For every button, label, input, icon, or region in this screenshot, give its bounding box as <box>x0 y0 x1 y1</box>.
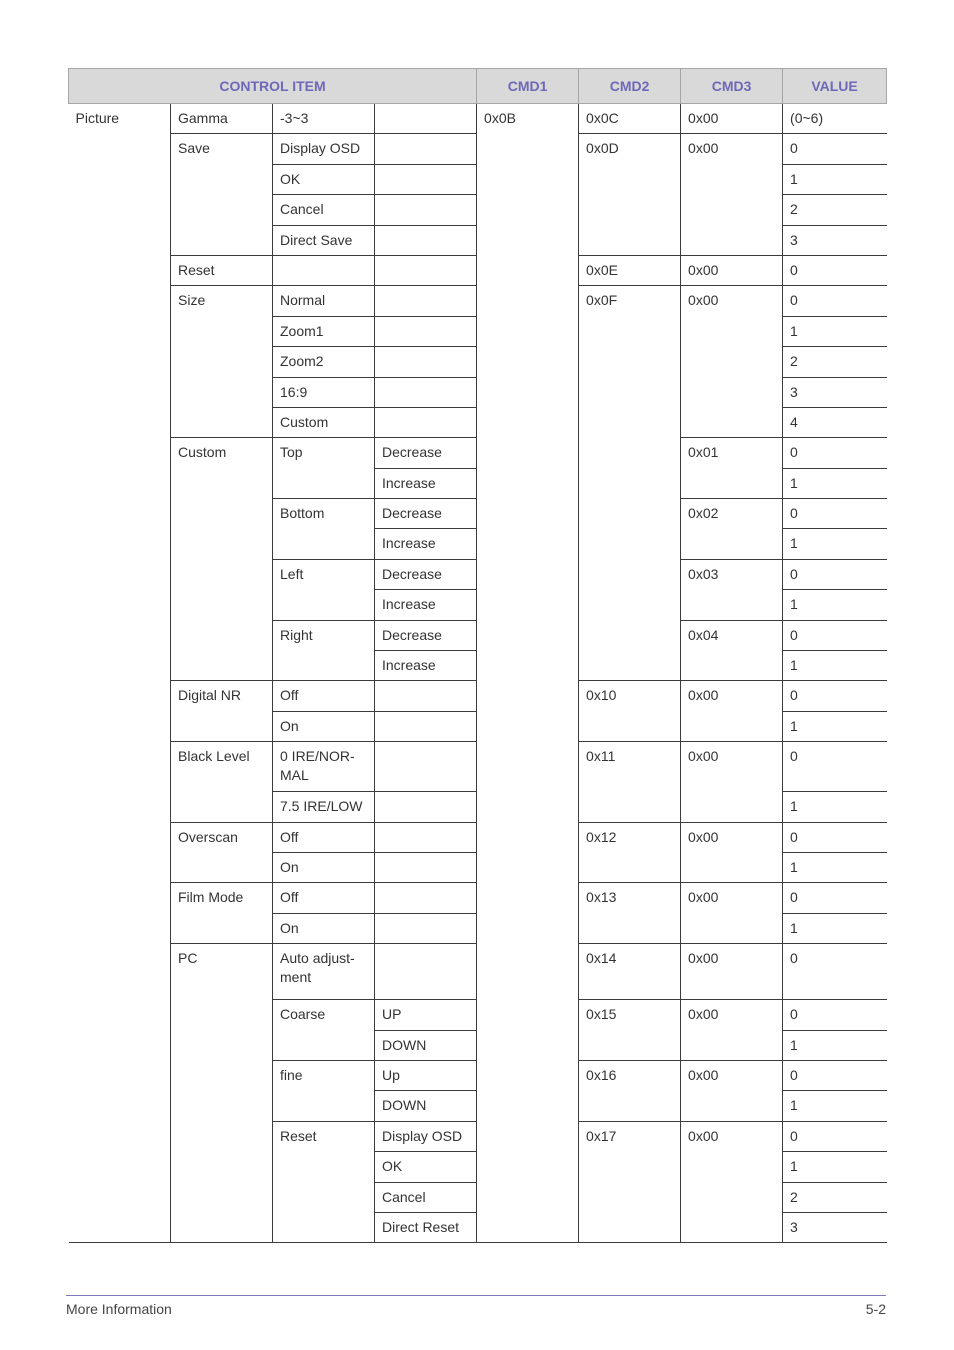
reset-value: 0 <box>783 255 887 285</box>
custom-value: 0 <box>783 559 887 589</box>
digital-nr-cmd2: 0x10 <box>579 681 681 742</box>
overscan-option: On <box>273 852 375 882</box>
size-option: 16:9 <box>273 377 375 407</box>
item-film-mode: Film Mode <box>171 883 273 944</box>
save-option: OK <box>273 164 375 194</box>
pc-reset-option: Direct Reset <box>375 1212 477 1242</box>
empty-cell <box>375 286 477 316</box>
save-cmd2: 0x0D <box>579 134 681 256</box>
custom-option: Increase <box>375 468 477 498</box>
overscan-value: 0 <box>783 822 887 852</box>
pc-reset-value: 2 <box>783 1182 887 1212</box>
item-save: Save <box>171 134 273 256</box>
empty-cell <box>375 134 477 164</box>
item-gamma: Gamma <box>171 104 273 134</box>
item-reset: Reset <box>171 255 273 285</box>
film-mode-cmd2: 0x13 <box>579 883 681 944</box>
pc-coarse-cmd2: 0x15 <box>579 1000 681 1061</box>
footer-page-number: 5-2 <box>865 1301 886 1317</box>
item-digital-nr: Digital NR <box>171 681 273 742</box>
category-picture: Picture <box>69 104 171 1243</box>
header-cmd2: CMD2 <box>579 69 681 104</box>
size-option: Zoom2 <box>273 347 375 377</box>
save-option: Direct Save <box>273 225 375 255</box>
custom-group-bottom: Bottom <box>273 499 375 560</box>
digital-nr-cmd3: 0x00 <box>681 681 783 742</box>
overscan-value: 1 <box>783 852 887 882</box>
black-level-value: 0 <box>783 742 887 792</box>
empty-cell <box>375 883 477 913</box>
pc-coarse: Coarse <box>273 1000 375 1061</box>
empty-cell <box>375 852 477 882</box>
pc-auto-cmd3: 0x00 <box>681 944 783 1000</box>
pc-coarse-value: 1 <box>783 1030 887 1060</box>
film-mode-value: 1 <box>783 913 887 943</box>
empty-cell <box>375 225 477 255</box>
reset-cmd2: 0x0E <box>579 255 681 285</box>
save-value: 2 <box>783 195 887 225</box>
item-overscan: Overscan <box>171 822 273 883</box>
pc-fine-option: DOWN <box>375 1091 477 1121</box>
empty-cell <box>375 944 477 1000</box>
item-pc: PC <box>171 944 273 1243</box>
gamma-cmd2: 0x0C <box>579 104 681 134</box>
size-value: 3 <box>783 377 887 407</box>
pc-coarse-option: DOWN <box>375 1030 477 1060</box>
empty-cell <box>375 195 477 225</box>
save-value: 0 <box>783 134 887 164</box>
pc-reset-option: OK <box>375 1152 477 1182</box>
overscan-cmd2: 0x12 <box>579 822 681 883</box>
item-size: Size <box>171 286 273 438</box>
custom-bottom-cmd3: 0x02 <box>681 499 783 560</box>
save-option: Display OSD <box>273 134 375 164</box>
size-option: Normal <box>273 286 375 316</box>
save-value: 1 <box>783 164 887 194</box>
pc-reset-value: 0 <box>783 1121 887 1151</box>
film-mode-value: 0 <box>783 883 887 913</box>
pc-reset-cmd3: 0x00 <box>681 1121 783 1243</box>
pc-fine: fine <box>273 1060 375 1121</box>
gamma-cmd3: 0x00 <box>681 104 783 134</box>
custom-option: Decrease <box>375 438 477 468</box>
empty-cell <box>273 255 375 285</box>
gamma-value: (0~6) <box>783 104 887 134</box>
pc-fine-value: 1 <box>783 1091 887 1121</box>
custom-top-cmd3: 0x01 <box>681 438 783 499</box>
digital-nr-value: 1 <box>783 711 887 741</box>
custom-option: Increase <box>375 651 477 681</box>
pc-reset-cmd2: 0x17 <box>579 1121 681 1243</box>
pc-coarse-value: 0 <box>783 1000 887 1030</box>
custom-left-cmd3: 0x03 <box>681 559 783 620</box>
pc-reset: Reset <box>273 1121 375 1243</box>
pc-fine-cmd3: 0x00 <box>681 1060 783 1121</box>
save-cmd3: 0x00 <box>681 134 783 256</box>
film-mode-option: Off <box>273 883 375 913</box>
digital-nr-option: Off <box>273 681 375 711</box>
black-level-option: 7.5 IRE/LOW <box>273 792 375 822</box>
table-row <box>69 104 887 134</box>
size-value: 1 <box>783 316 887 346</box>
size-value: 4 <box>783 407 887 437</box>
empty-cell <box>375 255 477 285</box>
custom-value: 1 <box>783 468 887 498</box>
empty-cell <box>375 913 477 943</box>
empty-cell <box>375 347 477 377</box>
empty-cell <box>375 377 477 407</box>
header-cmd3: CMD3 <box>681 69 783 104</box>
empty-cell <box>375 316 477 346</box>
empty-cell <box>375 711 477 741</box>
black-level-option: 0 IRE/NOR-MAL <box>273 742 375 792</box>
pc-reset-option: Cancel <box>375 1182 477 1212</box>
footer-divider <box>66 1295 886 1296</box>
pc-fine-cmd2: 0x16 <box>579 1060 681 1121</box>
custom-option: Increase <box>375 529 477 559</box>
save-option: Cancel <box>273 195 375 225</box>
overscan-option: Off <box>273 822 375 852</box>
custom-value: 0 <box>783 620 887 650</box>
item-custom: Custom <box>171 438 273 681</box>
pc-reset-option: Display OSD <box>375 1121 477 1151</box>
custom-value: 0 <box>783 438 887 468</box>
pc-auto-value: 0 <box>783 944 887 1000</box>
custom-group-right: Right <box>273 620 375 681</box>
size-value: 2 <box>783 347 887 377</box>
empty-cell <box>375 681 477 711</box>
custom-option: Decrease <box>375 620 477 650</box>
pc-fine-option: Up <box>375 1060 477 1090</box>
pc-reset-value: 1 <box>783 1152 887 1182</box>
custom-right-cmd3: 0x04 <box>681 620 783 681</box>
control-command-table <box>68 68 887 1243</box>
empty-cell <box>375 164 477 194</box>
save-value: 3 <box>783 225 887 255</box>
reset-cmd3: 0x00 <box>681 255 783 285</box>
film-mode-cmd3: 0x00 <box>681 883 783 944</box>
black-level-value: 1 <box>783 792 887 822</box>
custom-value: 1 <box>783 590 887 620</box>
header-control-item: CONTROL ITEM <box>69 69 477 104</box>
custom-value: 1 <box>783 529 887 559</box>
custom-group-top: Top <box>273 438 375 499</box>
empty-cell <box>375 104 477 134</box>
size-option: Custom <box>273 407 375 437</box>
digital-nr-value: 0 <box>783 681 887 711</box>
black-level-cmd3: 0x00 <box>681 742 783 822</box>
pc-auto-cmd2: 0x14 <box>579 944 681 1000</box>
custom-option: Decrease <box>375 559 477 589</box>
pc-auto-adjust: Auto adjust-ment <box>273 944 375 1000</box>
overscan-cmd3: 0x00 <box>681 822 783 883</box>
custom-group-left: Left <box>273 559 375 620</box>
gamma-range: -3~3 <box>273 104 375 134</box>
empty-cell <box>375 822 477 852</box>
black-level-cmd2: 0x11 <box>579 742 681 822</box>
custom-value: 0 <box>783 499 887 529</box>
item-black-level: Black Level <box>171 742 273 822</box>
pc-coarse-cmd3: 0x00 <box>681 1000 783 1061</box>
size-cmd3: 0x00 <box>681 286 783 438</box>
cmd1-value: 0x0B <box>477 104 579 1243</box>
custom-value: 1 <box>783 651 887 681</box>
pc-fine-value: 0 <box>783 1060 887 1090</box>
digital-nr-option: On <box>273 711 375 741</box>
header-value: VALUE <box>783 69 887 104</box>
film-mode-option: On <box>273 913 375 943</box>
footer-section-title: More Information <box>66 1301 172 1317</box>
size-value: 0 <box>783 286 887 316</box>
custom-option: Increase <box>375 590 477 620</box>
pc-coarse-option: UP <box>375 1000 477 1030</box>
size-cmd2: 0x0F <box>579 286 681 681</box>
empty-cell <box>375 407 477 437</box>
table-header <box>69 69 887 104</box>
table-body <box>69 104 887 1243</box>
empty-cell <box>375 792 477 822</box>
custom-option: Decrease <box>375 499 477 529</box>
empty-cell <box>375 742 477 792</box>
pc-reset-value: 3 <box>783 1212 887 1242</box>
header-cmd1: CMD1 <box>477 69 579 104</box>
size-option: Zoom1 <box>273 316 375 346</box>
